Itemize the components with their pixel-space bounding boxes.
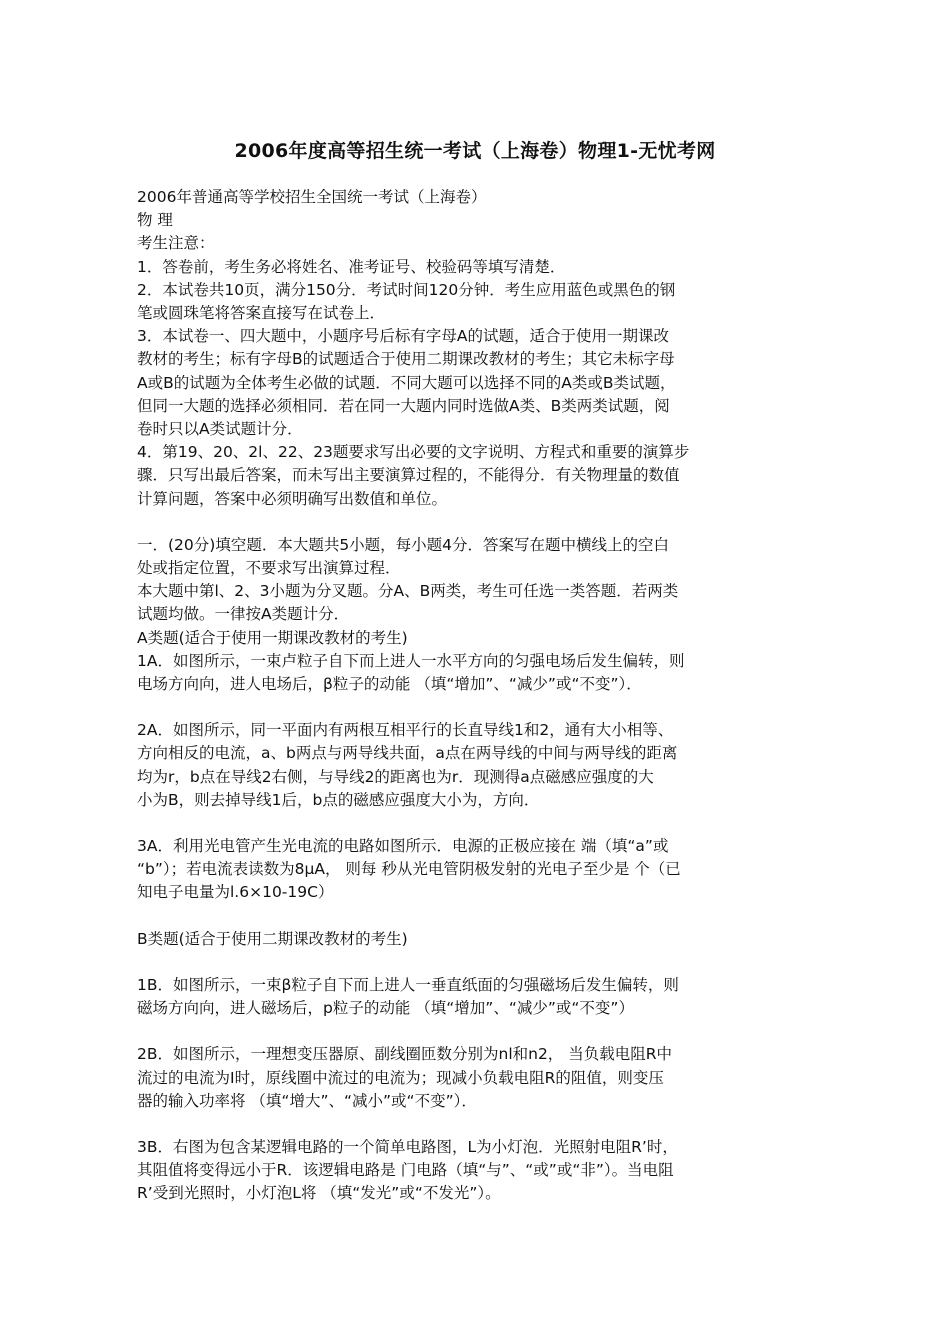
- text-line: R’受到光照时，小灯泡L将 （填“发光”或“不发光”）。: [137, 1184, 501, 1203]
- text-line: 3．本试卷一、四大题中，小题序号后标有字母A的试题，适合于使用一期课改: [137, 327, 669, 346]
- text-line: 2006年普通高等学校招生全国统一考试（上海卷）: [137, 188, 487, 206]
- text-line: A或B的试题为全体考生必做的试题．不同大题可以选择不同的A类或B类试题，: [137, 373, 676, 392]
- text-line: 物 理: [137, 211, 173, 230]
- paragraph-gap: [137, 696, 813, 719]
- text-line: 笔或圆珠笔将答案直接写在试卷上．: [137, 304, 386, 323]
- text-line: 骤．只写出最后答案，而未写出主要演算过程的，不能得分．有关物理量的数值: [137, 466, 680, 485]
- text-line: 考生注意：: [137, 234, 215, 253]
- text-line: 方向相反的电流，a、b两点与两导线共面，a点在两导线的中间与两导线的距离: [137, 744, 678, 763]
- document-body: [137, 186, 813, 1206]
- text-line: 1A．如图所示，一束卢粒子自下而上进人一水平方向的匀强电场后发生偏转，则: [137, 651, 685, 670]
- text-line: 计算问题，答案中必须明确写出数值和单位。: [137, 489, 448, 508]
- text-line: 小为B，则去掉导线1后，b点的磁感应强度大小为，方向．: [137, 790, 540, 809]
- text-line: 一．(20分)填空题．本大题共5小题，每小题4分．答案写在题中横线上的空白: [137, 535, 670, 554]
- text-line: 1．答卷前，考生务必将姓名、准考证号、校验码等填写清楚．: [137, 257, 566, 276]
- text-line: 但同一大题的选择必须相同．若在同一大题内同时选做A类、B类两类试题，阅: [137, 396, 670, 415]
- text-line: 4．第19、20、2l、22、23题要求写出必要的文字说明、方程式和重要的演算步: [137, 443, 690, 462]
- text-line: 卷时只以A类试题计分．: [137, 420, 303, 439]
- text-line: 流过的电流为I时，原线圈中流过的电流为；现减小负载电阻R的阻值，则变压: [137, 1068, 664, 1087]
- text-line: 均为r，b点在导线2右侧，与导线2的距离也为r．现测得a点磁感应强度的大: [137, 767, 654, 786]
- paragraph-gap: [137, 905, 813, 928]
- text-line: 磁场方向向，进人磁场后，p粒子的动能 （填“增加”、“减少”或“不变”）: [137, 999, 634, 1018]
- document-title: 2006年度高等招生统一考试（上海卷）物理1-无忧考网: [234, 140, 716, 162]
- text-line: 电场方向向，进人电场后，β粒子的动能 （填“增加”、“减少”或“不变”）．: [137, 675, 642, 694]
- text-line: 3B．右图为包含某逻辑电路的一个简单电路图，L为小灯泡．光照射电阻R’时，: [137, 1137, 678, 1156]
- text-line: 教材的考生；标有字母B的试题适合于使用二期课改教材的考生；其它未标字母: [137, 350, 675, 369]
- text-line: B类题(适合于使用二期课改教材的考生): [137, 929, 408, 948]
- text-line: 器的输入功率将 （填“增大”、“减小”或“不变”）．: [137, 1091, 477, 1110]
- text-line: 其阻值将变得远小于R．该逻辑电路是 门电路（填“与”、“或”或“非”）。当电阻: [137, 1161, 674, 1180]
- paragraph-gap: [137, 1020, 813, 1043]
- text-line: 本大题中第l、2、3小题为分叉题。分A、B两类，考生可任选一类答题．若两类: [137, 582, 679, 601]
- text-line: 1B．如图所示，一束β粒子自下而上进人一垂直纸面的匀强磁场后发生偏转，则: [137, 975, 679, 994]
- paragraph-gap: [137, 1113, 813, 1136]
- text-line: 2A．如图所示，同一平面内有两根互相平行的长直导线1和2，通有大小相等、: [137, 721, 674, 740]
- text-line: 试题均做。一律按A类题计分．: [137, 605, 350, 624]
- paragraph-gap: [137, 812, 813, 835]
- text-line: 知电子电量为l.6×10-19C）: [137, 883, 334, 902]
- text-line: 处或指定位置，不要求写出演算过程．: [137, 559, 401, 578]
- text-line: A类题(适合于使用一期课改教材的考生): [137, 628, 408, 647]
- text-line: “b”）；若电流表读数为8μA， 则每 秒从光电管阴极发射的光电子至少是 个（已: [137, 860, 681, 879]
- paragraph-gap: [137, 511, 813, 534]
- text-line: 2B．如图所示，一理想变压器原、副线圈匝数分别为nl和n2， 当负载电阻R中: [137, 1045, 673, 1064]
- text-line: 3A．利用光电管产生光电流的电路如图所示．电源的正极应接在 端（填“a”或: [137, 837, 669, 856]
- text-line: 2．本试卷共10页，满分150分．考试时间120分钟．考生应用蓝色或黑色的钢: [137, 280, 676, 299]
- paragraph-gap: [137, 951, 813, 974]
